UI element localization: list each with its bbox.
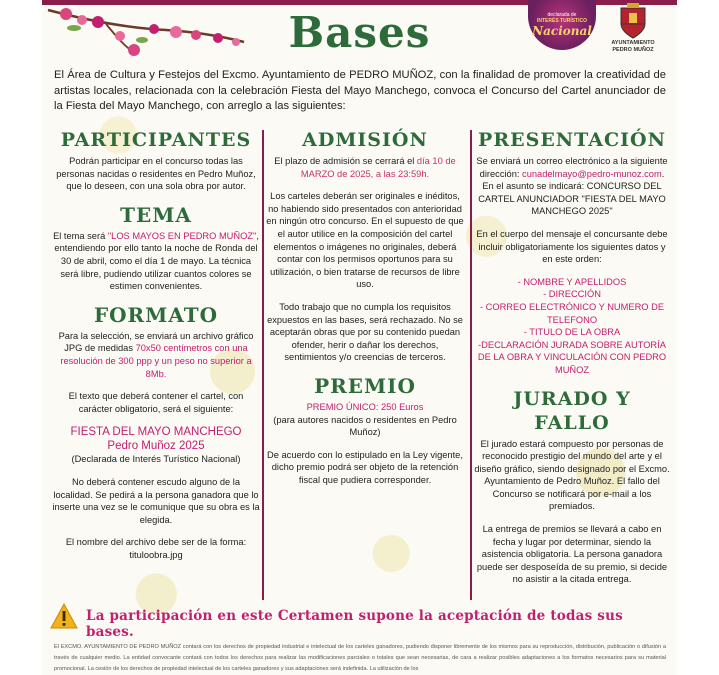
- acceptance-text: La participación en este Certamen supone la aceptación de todas sus bases.: [86, 608, 623, 640]
- premio-prize: PREMIO ÚNICO: 250 Euros: [306, 401, 424, 412]
- tema-text-post: , entendiendo por ello tanto la noche de Ronda del 30 de abril, como el día 1 de mayo. La técnica será libre, pudiendo utilizar cuantos colores se estimen convenientes.: [54, 230, 259, 292]
- formato-text2: El texto que deberá contener el cartel, con carácter obligatorio, será el siguiente:: [68, 391, 244, 414]
- badge-line2: INTERÉS TURÍSTICO: [536, 18, 587, 24]
- formato-text-pre: Para la selección, se enviará un archivo gráfico JPG de medidas: [58, 330, 254, 354]
- formato-text4: El nombre del archivo debe ser de la forma: tituloobra.jpg: [65, 537, 247, 560]
- contact-email-link[interactable]: cunadelmayo@pedro-munoz.com: [522, 168, 662, 179]
- formato-text3: No deberá contener escudo alguno de la localidad. Se pedirá a la persona ganadora que lo inserte una vez se le comunique que su obra es la elegida.: [52, 476, 260, 525]
- list-item: - DIRECCIÓN: [543, 289, 601, 300]
- intro-paragraph: El Área de Cultura y Festejos del Excmo. Ayuntamiento de PEDRO MUÑOZ, con la finalidad de promover la creatividad de artistas locales, relacionada con la celebración Fiesta del Mayo Manchego, convoca el Concurso del Cartel anunciador de la Fiesta del Mayo Manchego, con arreglo a las siguientes:: [54, 69, 666, 112]
- admision-heading: ADMISIÓN: [302, 129, 428, 151]
- admision-text-pre: El plazo de admisión se cerrará el: [274, 156, 417, 166]
- admision-deadline: día 10 de MARZO de 2025, a las 23:59h.: [300, 156, 456, 179]
- list-item: - CORREO ELECTRÓNICO Y NUMERO DE TELEFONO: [479, 301, 665, 325]
- formato-text: [52, 330, 260, 380]
- participantes-text: Podrán participar en el concurso todas las personas nacidas o residentes en Pedro Muñoz, que lo deseen, con una sola obra por autor.: [56, 156, 256, 192]
- list-item: -DECLARACIÓN JURADA SOBRE AUTORÍA DE LA OBRA Y VINCULACIÓN CON PEDRO MUÑOZ: [477, 339, 667, 375]
- column-left: [52, 128, 260, 571]
- tema-text-pre: El tema será: [53, 230, 108, 241]
- premio-heading: PREMIO: [314, 373, 416, 398]
- presentacion-text: [474, 155, 670, 218]
- tema-heading: TEMA: [120, 202, 192, 227]
- admision-text2: Los carteles deberán ser originales e inéditos, no habiendo sido presentados con anterioridad en ningún otro concurso. En el supuesto de que el autor utilice en la composición del cartel elementos o imágenes no originales, deberá contar con los permisos oportunos para su utilización, o bien tratarse de recursos de libre uso.: [266, 191, 464, 290]
- poster-page: [42, 0, 677, 675]
- crest-caption: AYUNTAMIENTO PEDRO MUÑOZ: [611, 40, 655, 53]
- presentacion-text2: En el cuerpo del mensaje el concursante debe incluir obligatoriamente los siguientes datos y en este orden:: [476, 228, 668, 265]
- poster-line1: FIESTA DEL MAYO MANCHEGO: [70, 426, 242, 439]
- tema-highlight: "LOS MAYOS EN PEDRO MUÑOZ": [107, 230, 257, 241]
- warning-icon: [50, 603, 78, 629]
- column-divider: [470, 130, 472, 600]
- legal-footer: El EXCMO. AYUNTAMIENTO DE PEDRO MUÑOZ contará con los derechos de propiedad industrial e intelectual de los carteles ganadores, pudiendo disponer libremente de los mismos para su reproducción, distribución, publicación o difusión a través de cualquier medio. La entidad convocante contará con todos los derechos para realizar las modificaciones parciales o totales que sean necesarias, de cara a realizar posibles adaptaciones a los formatos necesarios para su material promocional. La cesión de los derechos de propiedad intelectual de los carteles ganadores y sus adaptaciones será indefinida. La utilización de los: [54, 644, 666, 672]
- poster-line2: Pedro Muñoz 2025: [107, 440, 205, 453]
- acceptance-banner: [42, 600, 677, 640]
- jurado-heading: JURADO Y FALLO: [513, 387, 631, 434]
- formato-heading: FORMATO: [93, 302, 219, 327]
- presentacion-heading: PRESENTACIÓN: [478, 129, 666, 151]
- list-item: - NOMBRE Y APELLIDOS: [517, 276, 627, 287]
- column-right: [474, 128, 670, 596]
- premio-note: (para autores nacidos o residentes en Pedro Muñoz): [273, 414, 457, 438]
- presentacion-text-post: . En el asunto se indicará: CONCURSO DEL CARTEL ANUNCIADOR "FIESTA DEL MAYO MANCHEGO 2025": [478, 168, 666, 217]
- participantes-heading: PARTICIPANTES: [60, 129, 252, 151]
- formato-highlight: 70x50 centímetros con una resolución de 300 ppp y un peso no superior a 8Mb.: [60, 343, 252, 379]
- admision-text: [266, 155, 464, 180]
- jurado-text1: El jurado estará compuesto por personas de reconocido prestigio del mundo del arte y el diseño gráfico, siendo designado por el Excmo. Ayuntamiento de Pedro Muñoz. El fallo del Concurso se notificará por e-mail a los premiados.: [474, 438, 670, 512]
- presentacion-text-pre: Se enviará un correo electrónico a la siguiente dirección:: [476, 156, 668, 179]
- page-title: Bases: [288, 8, 431, 57]
- town-crest-icon: [618, 2, 648, 40]
- list-item: - TITULO DE LA OBRA: [523, 327, 621, 338]
- admision-text3: Todo trabajo que no cumpla los requisitos expuestos en las bases, será rechazado. No se aceptarán obras que por su contenido puedan ofender, herir o dañar los derechos, sentimientos y/o creencias de terceros.: [267, 301, 463, 363]
- required-data-list: [474, 276, 670, 377]
- column-middle: [266, 128, 464, 496]
- tema-text: [52, 230, 260, 293]
- badge-line1: declarada de: [547, 12, 577, 18]
- badge-line3: Nacional: [532, 24, 592, 38]
- poster-line3: (Declarada de Interés Turístico Nacional): [71, 454, 241, 465]
- jurado-text2: La entrega de premios se llevará a cabo en fecha y lugar por determinar, siendo la asistencia obligatoria. La persona ganadora puede ser desposeída de su premio, si decide no asistir a la citada entrega.: [476, 524, 668, 585]
- premio-text: De acuerdo con lo estipulado en la Ley vigente, dicho premio podrá ser objeto de la retención fiscal que pudiera corresponder.: [267, 449, 463, 485]
- column-divider: [262, 130, 264, 600]
